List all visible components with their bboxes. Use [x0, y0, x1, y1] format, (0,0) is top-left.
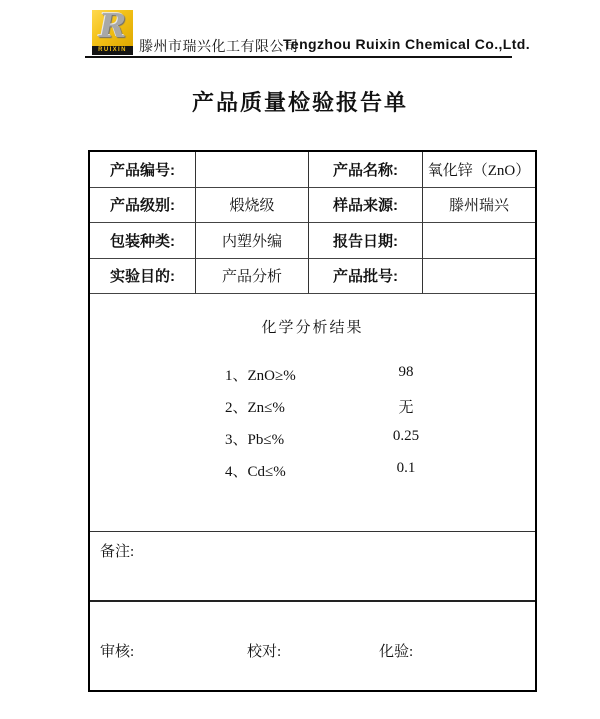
report-table: [88, 150, 537, 692]
packaging-type-value: 内塑外编: [196, 223, 309, 259]
analysis-item-value: 0.1: [396, 460, 416, 476]
analysis-item-zn: [225, 396, 515, 414]
analysis-section: [90, 294, 535, 532]
analysis-item-label: 2、Zn≤%: [225, 400, 285, 416]
proofreader-label: 校对:: [247, 644, 282, 660]
company-name-chinese: 滕州市瑞兴化工有限公司: [139, 40, 299, 55]
analysis-item-label: 4、Cd≤%: [225, 464, 286, 480]
batch-number-value: [423, 259, 535, 295]
product-grade-value: 煅烧级: [196, 188, 309, 224]
logo-brand-text: RUIXIN: [92, 46, 133, 55]
product-name-value: 氧化锌（ZnO）: [423, 152, 535, 188]
product-name-label: 产品名称:: [309, 152, 423, 188]
info-grid: [90, 152, 535, 294]
remarks-label: 备注:: [100, 544, 135, 560]
batch-number-label: 产品批号:: [309, 259, 423, 295]
letterhead-rule: [85, 56, 512, 58]
company-name-english: Tengzhou Ruixin Chemical Co.,Ltd.: [283, 36, 531, 52]
report-date-value: [423, 223, 535, 259]
signoff-section: [90, 602, 535, 690]
ruixin-logo: [92, 10, 133, 55]
analysis-title: 化学分析结果: [261, 320, 364, 336]
logo-square: [92, 10, 133, 46]
analysis-item-cd: [225, 460, 515, 478]
test-purpose-value: 产品分析: [196, 259, 309, 295]
analysis-item-value: 0.25: [392, 428, 420, 444]
reviewer-label: 审核:: [100, 644, 135, 660]
remarks-section: [90, 532, 535, 602]
analysis-item-zno: [225, 364, 515, 382]
analysis-item-label: 1、ZnO≥%: [225, 368, 296, 384]
page-title: 产品质量检验报告单: [191, 90, 408, 115]
packaging-type-label: 包装种类:: [90, 223, 196, 259]
tester-label: 化验:: [379, 644, 414, 660]
logo-r-icon: R: [99, 10, 127, 45]
product-code-label: 产品编号:: [90, 152, 196, 188]
analysis-item-pb: [225, 428, 515, 446]
analysis-item-label: 3、Pb≤%: [225, 432, 285, 448]
analysis-item-value: 无: [398, 400, 414, 416]
product-grade-label: 产品级别:: [90, 188, 196, 224]
sample-source-label: 样品来源:: [309, 188, 423, 224]
sample-source-value: 滕州瑞兴: [423, 188, 535, 224]
product-code-value: [196, 152, 309, 188]
analysis-item-value: 98: [398, 364, 414, 380]
report-date-label: 报告日期:: [309, 223, 423, 259]
test-purpose-label: 实验目的:: [90, 259, 196, 295]
